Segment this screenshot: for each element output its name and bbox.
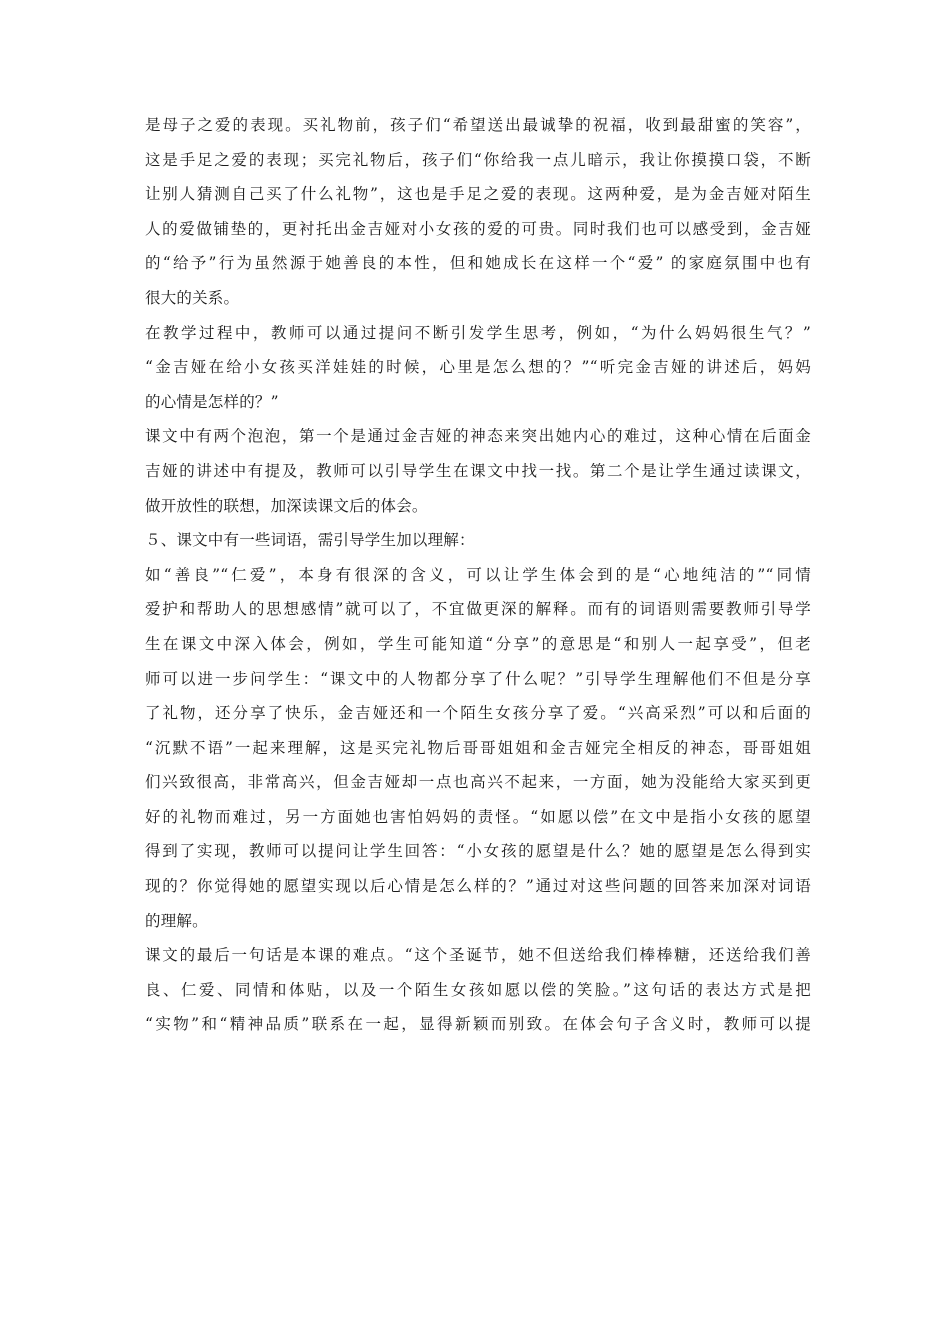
text-line: 们兴致很高，非常高兴，但金吉娅却一点也高兴不起来，一方面，她为没能给大家买到更 — [145, 773, 811, 792]
text-line: 人的爱做铺垫的，更衬托出金吉娅对小女孩的爱的可贵。同时我们也可以感受到，金吉娅 — [145, 219, 811, 238]
text-line: 做开放性的联想，加深读课文后的体会。 — [145, 496, 428, 515]
text-line: 吉娅的讲述中有提及，教师可以引导学生在课文中找一找。第二个是让学生通过读课文， — [145, 461, 811, 480]
text-line: 师可以进一步问学生：“课文中的人物都分享了什么呢？”引导学生理解他们不但是分享 — [145, 669, 811, 688]
text-line: 很大的关系。 — [145, 288, 240, 307]
paragraph — [145, 938, 811, 1042]
text-line: 现的？你觉得她的愿望实现以后心情是怎么样的？”通过对这些问题的回答来加深对词语 — [145, 877, 811, 896]
text-line: 爱护和帮助人的思想感情”就可以了，不宜做更深的解释。而有的词语则需要教师引导学 — [145, 600, 811, 619]
text-line: 让别人猜测自己买了什么礼物”，这也是手足之爱的表现。这两种爱，是为金吉娅对陌生 — [145, 185, 811, 204]
text-line: 是母子之爱的表现。买礼物前，孩子们“希望送出最诚挚的祝福，收到最甜蜜的笑容”， — [145, 116, 811, 134]
text-line: 的“给予”行为虽然源于她善良的本性，但和她成长在这样一个“爱” 的家庭氛围中也有 — [145, 254, 811, 273]
text-line: 好的礼物而难过，另一方面她也害怕妈妈的责怪。“如愿以偿”在文中是指小女孩的愿望 — [145, 807, 811, 826]
paragraph — [145, 523, 811, 558]
paragraph — [145, 316, 811, 420]
text-line: 在教学过程中，教师可以通过提问不断引发学生思考，例如，“为什么妈妈很生气？” — [145, 323, 811, 342]
text-line: 得到了实现，教师可以提问让学生回答：“小女孩的愿望是什么？她的愿望是怎么得到实 — [145, 842, 811, 861]
text-line: “沉默不语”一起来理解，这是买完礼物后哥哥姐姐和金吉娅完全相反的神态，哥哥姐姐 — [145, 738, 811, 757]
text-line: 这是手足之爱的表现；买完礼物后，孩子们“你给我一点儿暗示，我让你摸摸口袋，不断 — [145, 150, 811, 169]
paragraph — [145, 558, 811, 939]
document-body — [145, 108, 811, 1042]
text-line: 良、仁爱、同情和体贴，以及一个陌生女孩如愿以偿的笑脸。”这句话的表达方式是把 — [145, 980, 811, 999]
text-line: 的理解。 — [145, 911, 208, 930]
paragraph — [145, 419, 811, 523]
text-line: “实物”和“精神品质”联系在一起，显得新颖而别致。在体会句子含义时，教师可以提 — [145, 1015, 811, 1034]
text-line: ５、课文中有一些词语，需引导学生加以理解： — [145, 531, 475, 550]
text-line: 生在课文中深入体会，例如，学生可能知道“分享”的意思是“和别人一起享受”，但老 — [145, 634, 811, 653]
paragraph — [145, 108, 811, 316]
text-line: 了礼物，还分享了快乐，金吉娅还和一个陌生女孩分享了爱。“兴高采烈”可以和后面的 — [145, 704, 811, 723]
text-line: 如“善良”“仁爱”，本身有很深的含义，可以让学生体会到的是“心地纯洁的”“同情 — [145, 565, 811, 584]
text-line: “金吉娅在给小女孩买洋娃娃的时候，心里是怎么想的？”“听完金吉娅的讲述后，妈妈 — [145, 358, 811, 377]
text-line: 课文的最后一句话是本课的难点。“这个圣诞节，她不但送给我们棒棒糖，还送给我们善 — [145, 946, 811, 965]
text-line: 的心情是怎样的？” — [145, 392, 279, 411]
text-line: 课文中有两个泡泡，第一个是通过金吉娅的神态来突出她内心的难过，这种心情在后面金 — [145, 427, 811, 446]
